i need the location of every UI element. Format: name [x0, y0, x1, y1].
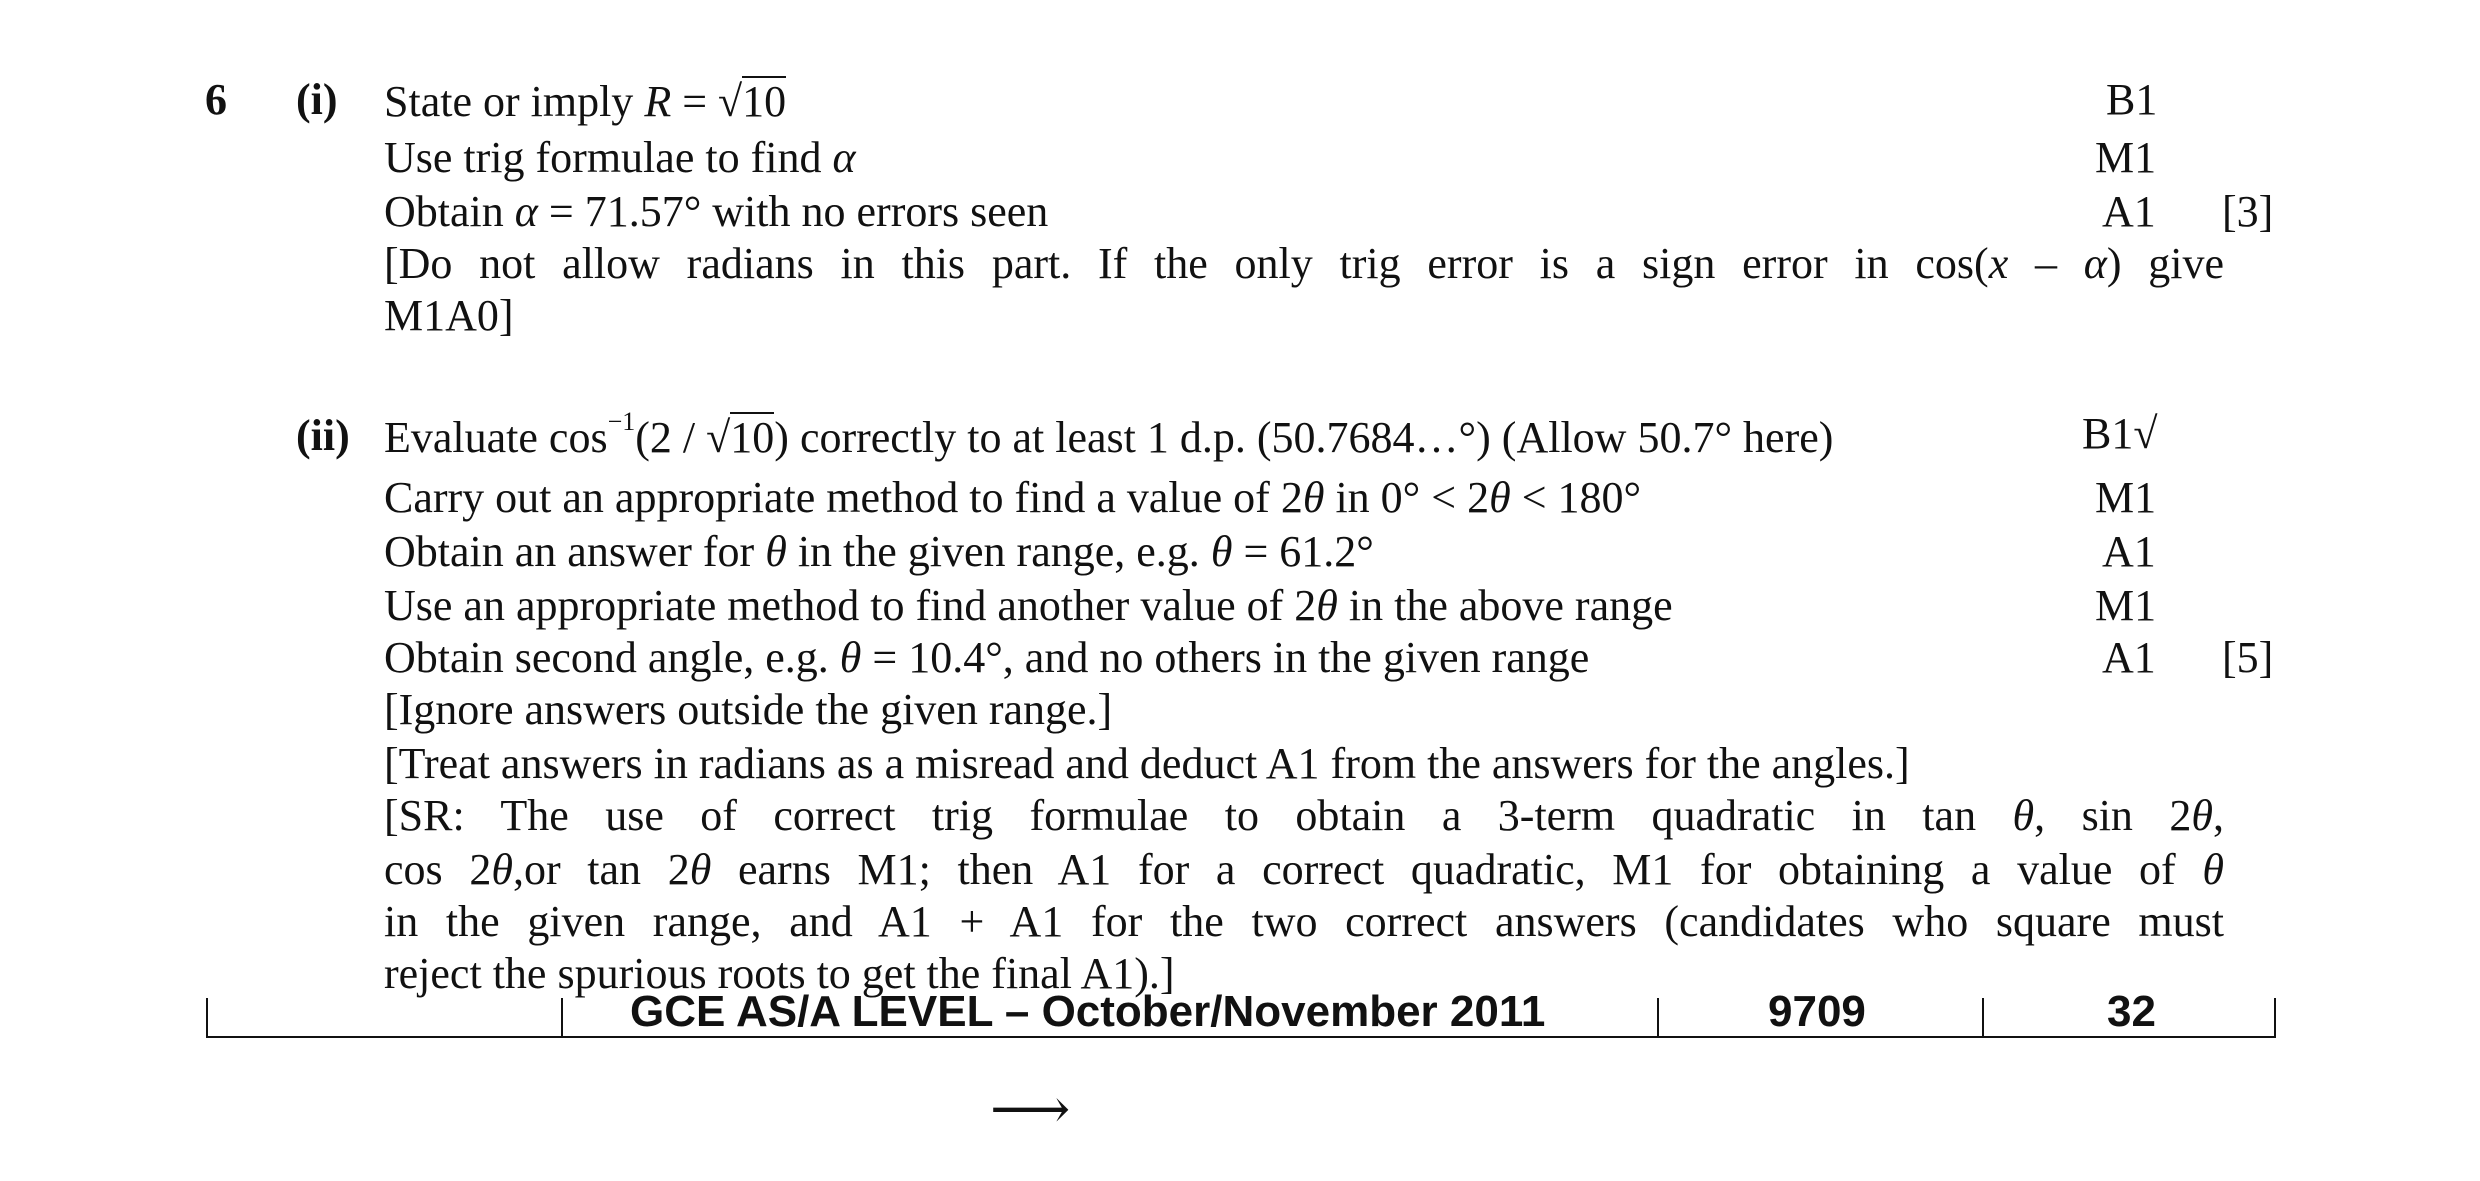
mark-i-1: B1	[2106, 75, 2158, 124]
mark-ii-2: M1	[2095, 473, 2157, 522]
part-ii-line-10: in the given range, and A1 + A1 for the two correct answers (candidates who square must	[384, 897, 2224, 946]
mark-ii-3: A1	[2102, 527, 2156, 576]
part-i-line-5: M1A0]	[384, 291, 514, 340]
footer-exam-title: GCE AS/A LEVEL – October/November 2011	[630, 987, 1546, 1036]
question-number: 6	[205, 75, 227, 124]
part-ii-line-1: Evaluate $\cos^{-1}(2 / √10)$ correctly to at least 1 d.p. (50.7684…°) (Allow 50.7° here)	[384, 407, 1834, 462]
footer-divider-3	[1982, 998, 1984, 1038]
part-ii-line-7: [Treat answers in radians as a misread and deduct A1 from the answers for the angles.]	[384, 739, 1910, 788]
total-i: [3]	[2222, 187, 2274, 236]
part-ii-line-6: [Ignore answers outside the given range.]	[384, 685, 1113, 734]
part-i-line-2: Use trig formulae to find α	[384, 133, 856, 182]
footer-divider-2	[1657, 998, 1659, 1038]
arrow-right-icon: ⟶	[990, 1079, 1071, 1141]
part-i-label: (i)	[296, 75, 338, 124]
mark-ii-5: A1	[2102, 633, 2156, 682]
part-i-line-1: State or imply R = √10	[384, 77, 787, 126]
footer-divider-left	[206, 998, 208, 1038]
part-ii-line-9: cos 2θ,or tan 2θ earns M1; then A1 for a correct quadratic, M1 for obtaining a value of θ	[384, 845, 2224, 894]
total-ii: [5]	[2222, 633, 2274, 682]
mark-ii-1: B1√	[2082, 409, 2158, 458]
footer-divider-1	[561, 998, 563, 1038]
part-ii-line-8: [SR: The use of correct trig formulae to obtain a 3-term quadratic in tan θ, sin 2θ,	[384, 791, 2224, 840]
part-ii-line-4: Use an appropriate method to find another value of 2θ in the above range	[384, 581, 1673, 630]
footer-bottom-rule	[206, 1036, 2276, 1038]
footer-syllabus-code: 9709	[1768, 987, 1866, 1036]
part-ii-label: (ii)	[296, 411, 350, 460]
part-ii-line-11: reject the spurious roots to get the final A1).]	[384, 949, 1175, 998]
part-i-line-4: [Do not allow radians in this part. If the only trig error is a sign error in cos(x – α) give	[384, 239, 2225, 288]
part-ii-line-5: Obtain second angle, e.g. θ = 10.4°, and no others in the given range	[384, 633, 1590, 682]
footer-divider-right	[2274, 998, 2276, 1038]
mark-ii-4: M1	[2095, 581, 2157, 630]
part-i-line-3: Obtain α = 71.57° with no errors seen	[384, 187, 1049, 236]
part-ii-line-2: Carry out an appropriate method to find a value of 2θ in 0° < 2θ < 180°	[384, 473, 1642, 522]
mark-i-2: M1	[2095, 133, 2157, 182]
mark-i-3: A1	[2102, 187, 2156, 236]
footer-paper-number: 32	[2107, 987, 2156, 1036]
part-ii-line-3: Obtain an answer for θ in the given range, e.g. θ = 61.2°	[384, 527, 1374, 576]
